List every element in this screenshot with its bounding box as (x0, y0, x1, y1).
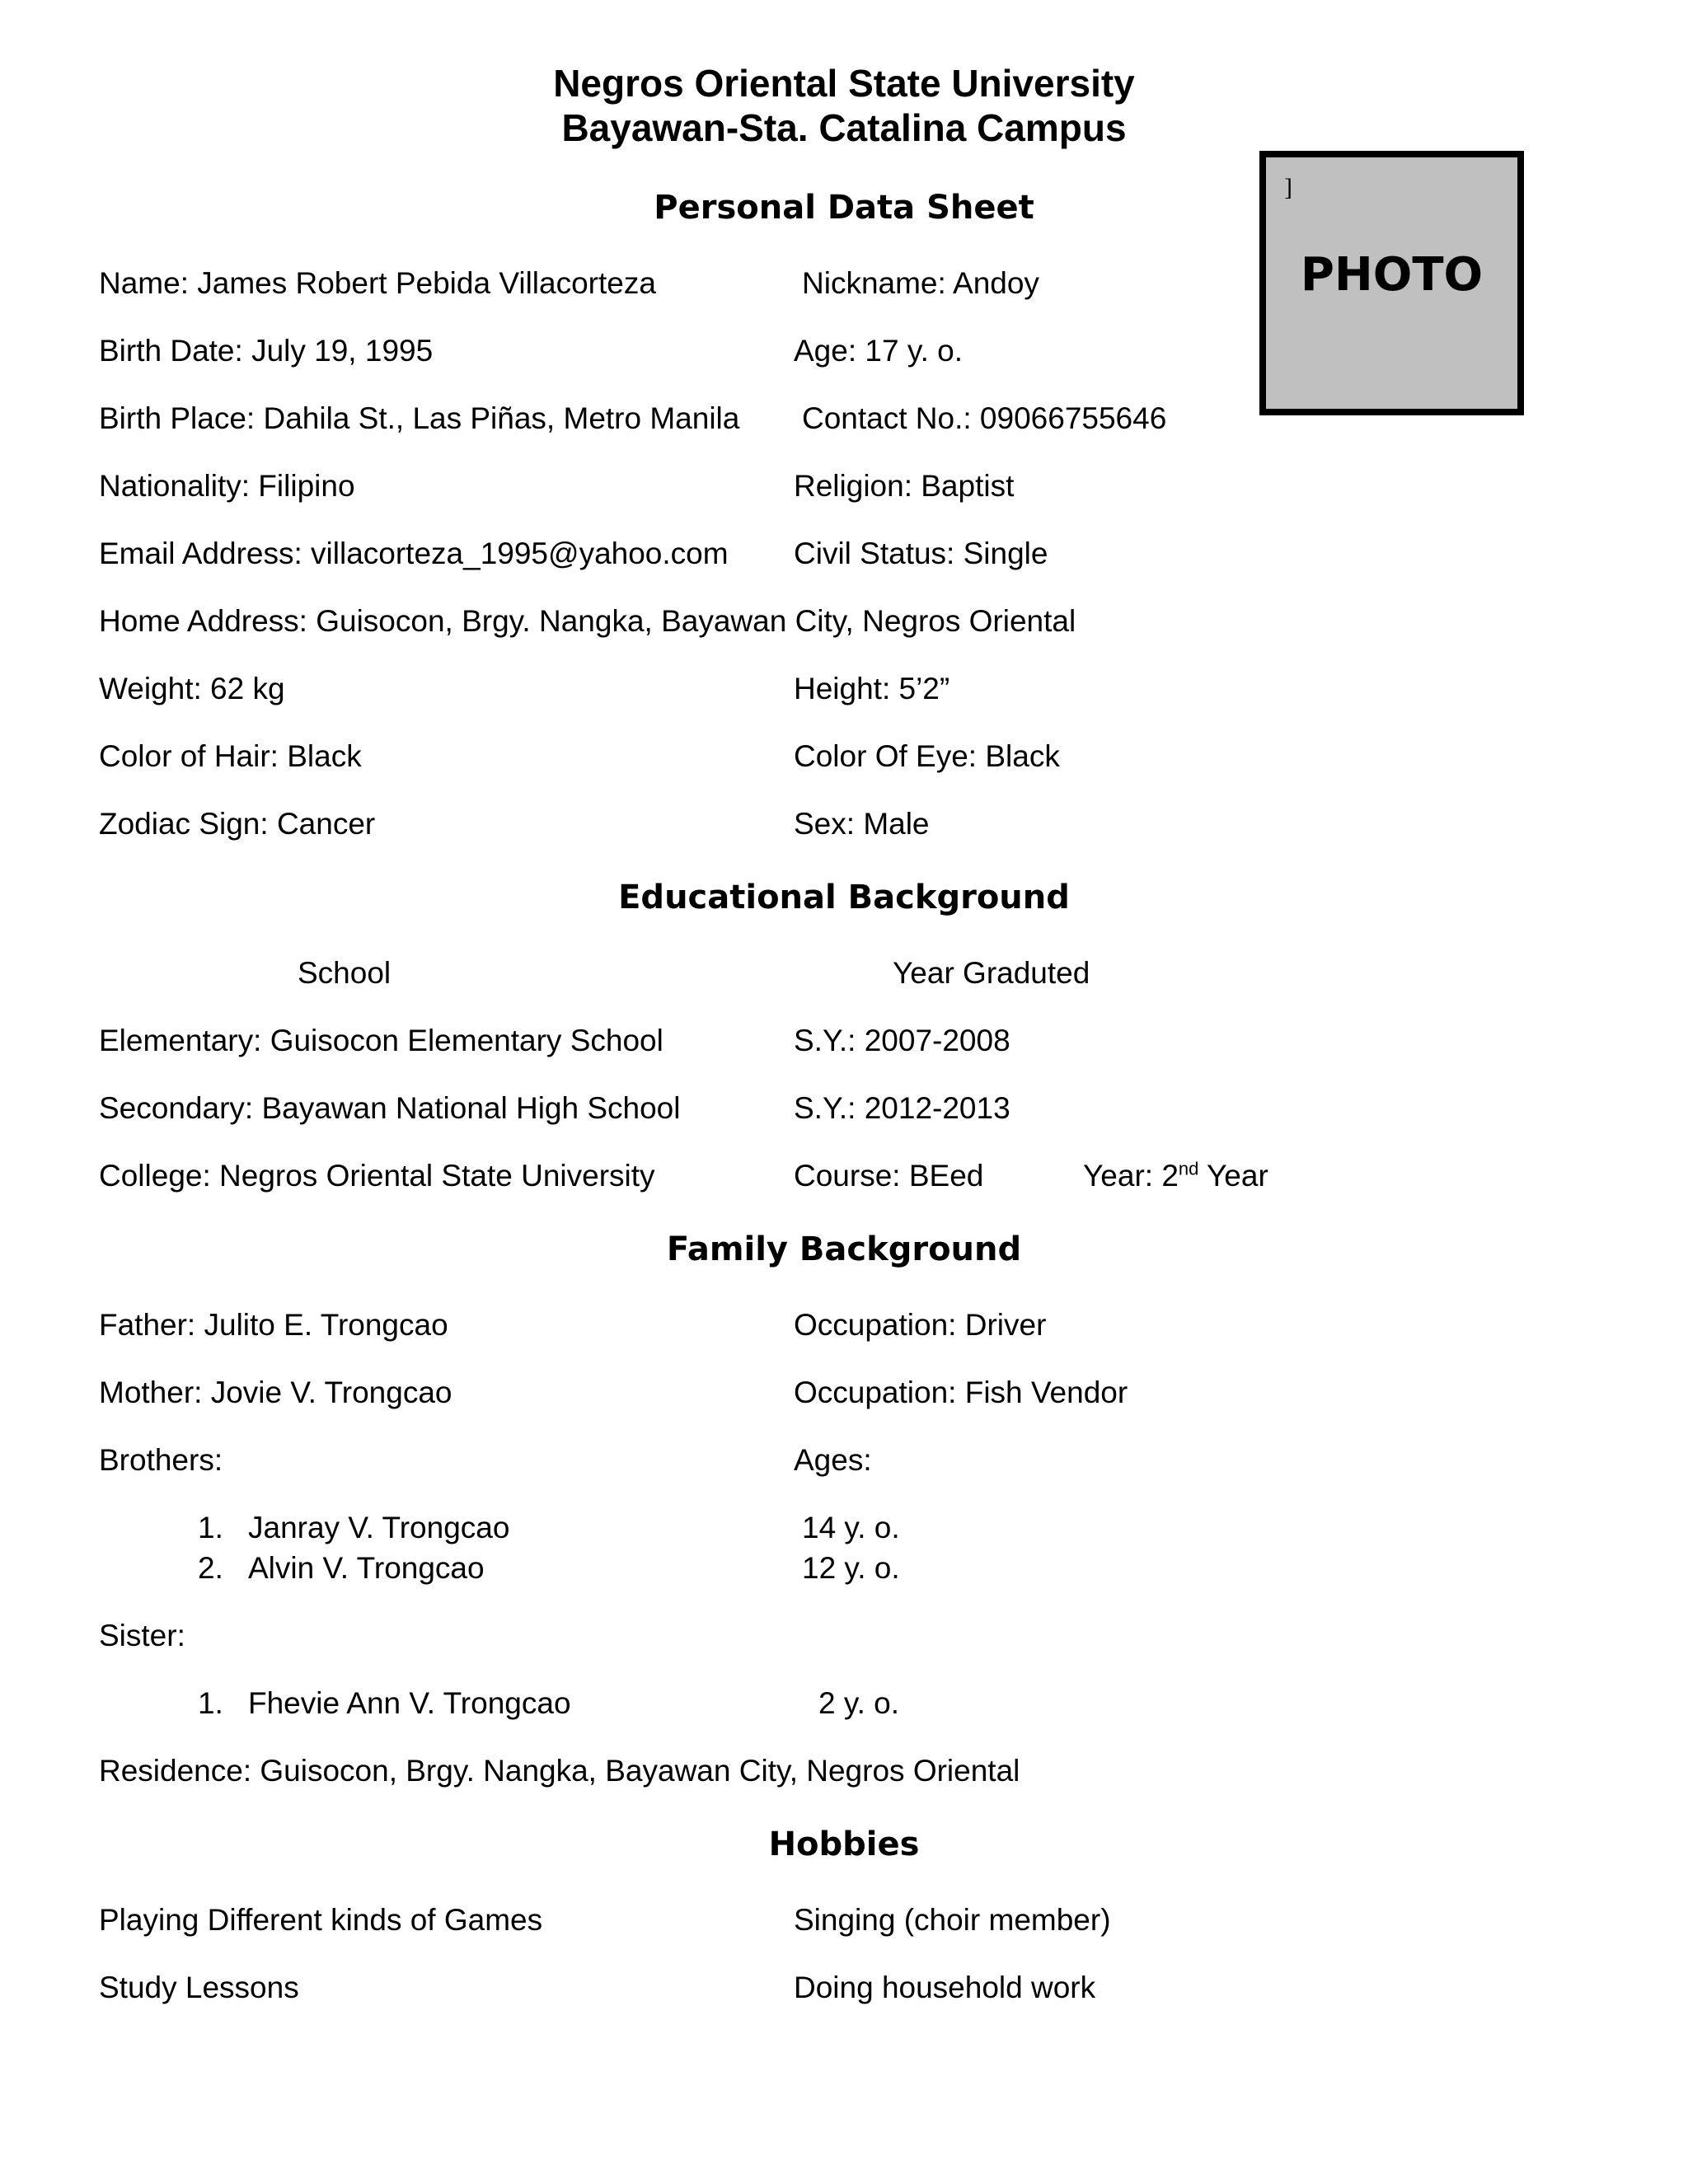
hobby-item: Study Lessons (99, 1971, 299, 2004)
religion-field: Religion: Baptist (794, 469, 1015, 503)
hair-color-field: Color of Hair: Black (99, 739, 362, 773)
secondary-year: S.Y.: 2012-2013 (794, 1091, 1010, 1125)
photo-mark: ] (1284, 174, 1292, 201)
eye-color-field: Color Of Eye: Black (794, 739, 1060, 773)
college-year-suffix: Year (1198, 1159, 1268, 1193)
brothers-label: Brothers: (99, 1443, 223, 1477)
brother-number: 1. (198, 1511, 223, 1544)
birth-place-field: Birth Place: Dahila St., Las Piñas, Metro Manila (99, 401, 740, 435)
school-column-header: School (298, 956, 392, 990)
nationality-field: Nationality: Filipino (99, 469, 355, 503)
mother-field: Mother: Jovie V. Trongcao (99, 1376, 452, 1409)
father-occupation: Occupation: Driver (794, 1308, 1047, 1342)
family-title: Family Background (666, 1230, 1022, 1268)
photo-label: PHOTO (1300, 248, 1484, 302)
father-field: Father: Julito E. Trongcao (99, 1308, 448, 1342)
education-title: Educational Background (618, 879, 1070, 916)
birth-date-field: Birth Date: July 19, 1995 (99, 334, 434, 368)
nickname-field: Nickname: Andoy (802, 266, 1039, 300)
hobby-item: Singing (choir member) (794, 1903, 1111, 1937)
course-field: Course: BEed (794, 1159, 984, 1193)
university-name: Negros Oriental State University (553, 62, 1135, 105)
age-field: Age: 17 y. o. (794, 334, 963, 368)
sex-field: Sex: Male (794, 807, 930, 841)
personal-data-title: Personal Data Sheet (654, 189, 1034, 227)
college-year-prefix: Year: 2 (1083, 1159, 1179, 1193)
elementary-year: S.Y.: 2007-2008 (794, 1024, 1010, 1057)
brother-name: Alvin V. Trongcao (248, 1551, 485, 1585)
sister-number: 1. (198, 1686, 223, 1720)
zodiac-field: Zodiac Sign: Cancer (99, 807, 376, 841)
hobby-item: Doing household work (794, 1971, 1096, 2004)
elementary-field: Elementary: Guisocon Elementary School (99, 1024, 663, 1057)
college-year-field (1083, 1158, 1268, 1194)
brother-age: 14 y. o. (802, 1511, 900, 1544)
brother-age: 12 y. o. (802, 1551, 900, 1585)
sister-label: Sister: (99, 1619, 185, 1652)
brother-name: Janray V. Trongcao (248, 1511, 510, 1544)
residence-field: Residence: Guisocon, Brgy. Nangka, Bayawan City, Negros Oriental (99, 1754, 1020, 1788)
email-field: Email Address: villacorteza_1995@yahoo.com (99, 537, 729, 570)
hobby-item: Playing Different kinds of Games (99, 1903, 543, 1937)
mother-occupation: Occupation: Fish Vendor (794, 1376, 1128, 1409)
civil-status-field: Civil Status: Single (794, 537, 1048, 570)
home-address-field: Home Address: Guisocon, Brgy. Nangka, Bayawan City, Negros Oriental (99, 604, 1076, 638)
secondary-field: Secondary: Bayawan National High School (99, 1091, 681, 1125)
sister-name: Fhevie Ann V. Trongcao (248, 1686, 571, 1720)
name-field: Name: James Robert Pebida Villacorteza (99, 266, 656, 300)
year-column-header: Year Graduted (893, 956, 1090, 990)
college-year-ordinal: nd (1178, 1158, 1199, 1179)
sister-age: 2 y. o. (818, 1686, 900, 1720)
weight-field: Weight: 62 kg (99, 672, 285, 705)
contact-field: Contact No.: 09066755646 (802, 401, 1167, 435)
campus-name: Bayawan-Sta. Catalina Campus (561, 106, 1127, 149)
ages-label: Ages: (794, 1443, 872, 1477)
hobbies-title: Hobbies (768, 1825, 920, 1863)
brother-number: 2. (198, 1551, 223, 1585)
college-field: College: Negros Oriental State University (99, 1159, 655, 1193)
height-field: Height: 5’2” (794, 672, 950, 705)
